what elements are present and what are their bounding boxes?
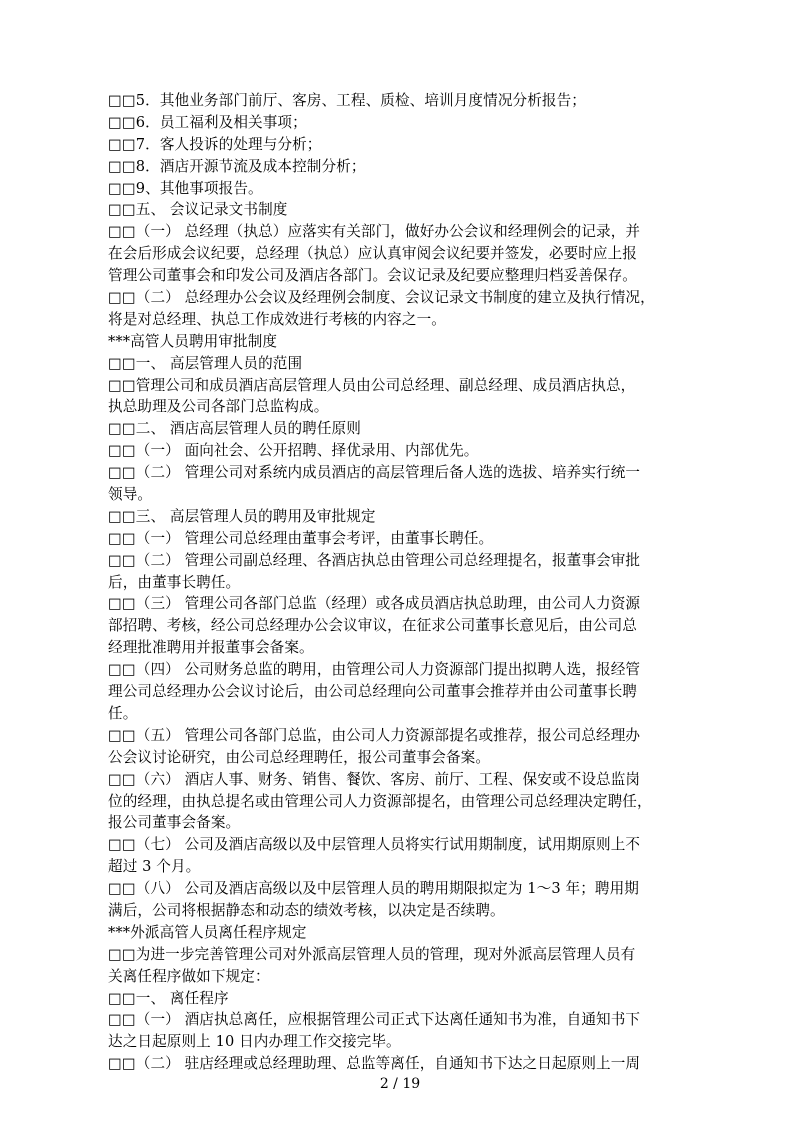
text-line: □□9、其他事项报告。 bbox=[108, 179, 263, 197]
document-body bbox=[108, 90, 698, 1075]
text-line: □□为进一步完善管理公司对外派高层管理人员的管理，现对外派高层管理人员有 bbox=[108, 945, 636, 963]
text-line: 理公司总经理办公会议讨论后，由公司总经理向公司董事会推荐并由公司董事长聘 bbox=[108, 683, 637, 701]
text-line: □□二、 酒店高层管理人员的聘任原则 bbox=[108, 420, 361, 438]
text-line: 超过 3 个月。 bbox=[108, 858, 201, 876]
text-line: □□（四） 公司财务总监的聘用，由管理公司人力资源部门提出拟聘人选，报经管 bbox=[108, 661, 641, 679]
text-line: 执总助理及公司各部门总监构成。 bbox=[108, 398, 329, 416]
text-line: □□一、 高层管理人员的范围 bbox=[108, 354, 303, 372]
text-line: □□（一） 管理公司总经理由董事会考评，由董事长聘任。 bbox=[108, 529, 494, 547]
text-line: □□（三） 管理公司各部门总监（经理）或各成员酒店执总助理，由公司人力资源 bbox=[108, 595, 641, 613]
text-line: □□五、 会议记录文书制度 bbox=[108, 201, 288, 219]
text-line: □□6．员工福利及相关事项； bbox=[108, 113, 307, 131]
text-line: 经理批准聘用并报董事会备案。 bbox=[108, 639, 314, 657]
text-line: 任。 bbox=[108, 704, 138, 722]
text-line: □□（六） 酒店人事、财务、销售、餐饮、客房、前厅、工程、保安或不设总监岗 bbox=[108, 770, 641, 788]
text-line: □□（八） 公司及酒店高级以及中层管理人员的聘用期限拟定为 1～3 年；聘用期 bbox=[108, 880, 639, 898]
text-line: 领导。 bbox=[108, 486, 153, 504]
text-line: □□一、 离任程序 bbox=[108, 989, 229, 1007]
text-line: □□（二） 管理公司对系统内成员酒店的高层管理后备人选的选拔、培养实行统一 bbox=[108, 464, 641, 482]
text-line: □□（五） 管理公司各部门总监，由公司人力资源部提名或推荐，报公司总经理办 bbox=[108, 726, 641, 744]
text-line: □□（七） 公司及酒店高级以及中层管理人员将实行试用期制度，试用期原则上不 bbox=[108, 836, 641, 854]
text-line: □□三、 高层管理人员的聘用及审批规定 bbox=[108, 507, 376, 525]
text-line: 关离任程序做如下规定： bbox=[108, 967, 270, 985]
text-line: ***高管人员聘用审批制度 bbox=[108, 332, 278, 350]
text-line: ***外派高管人员离任程序规定 bbox=[108, 923, 307, 941]
text-line: □□8．酒店开源节流及成本控制分析； bbox=[108, 157, 366, 175]
text-line: □□（二） 驻店经理或总经理助理、总监等离任，自通知书下达之日起原则上一周 bbox=[108, 1055, 641, 1073]
text-line: 报公司董事会备案。 bbox=[108, 814, 241, 832]
text-line: □□管理公司和成员酒店高层管理人员由公司总经理、副总经理、成员酒店执总， bbox=[108, 376, 636, 394]
text-line: □□（一） 酒店执总离任，应根据管理公司正式下达离任通知书为准，自通知书下 bbox=[108, 1011, 641, 1029]
text-line: □□5．其他业务部门前厅、客房、工程、质检、培训月度情况分析报告； bbox=[108, 92, 586, 109]
text-line: 后，由董事长聘任。 bbox=[108, 573, 241, 591]
text-line: 满后，公司将根据静态和动态的绩效考核，以决定是否续聘。 bbox=[108, 901, 505, 919]
text-line: 在会后形成会议纪要，总经理（执总）应认真审阅会议纪要并签发，必要时应上报 bbox=[108, 245, 637, 263]
text-line: □□（二） 总经理办公会议及经理例会制度、会议记录文书制度的建立及执行情况， bbox=[108, 289, 655, 307]
text-line: 管理公司董事会和印发公司及酒店各部门。会议记录及纪要应整理归档妥善保存。 bbox=[108, 267, 637, 285]
text-line: □□（一） 面向社会、公开招聘、择优录用、内部优先。 bbox=[108, 442, 479, 460]
text-line: 达之日起原则上 10 日内办理工作交接完毕。 bbox=[108, 1033, 401, 1051]
text-line: 位的经理，由执总提名或由管理公司人力资源部提名，由管理公司总经理决定聘任， bbox=[108, 792, 652, 810]
text-line: □□（一） 总经理（执总）应落实有关部门，做好办公会议和经理例会的记录，并 bbox=[108, 223, 641, 241]
text-line: □□（二） 管理公司副总经理、各酒店执总由管理公司总经理提名，报董事会审批 bbox=[108, 551, 641, 569]
text-line: □□7．客人投诉的处理与分析； bbox=[108, 135, 322, 153]
page-number: 2 / 19 bbox=[379, 1076, 421, 1092]
text-line: 将是对总经理、执总工作成效进行考核的内容之一。 bbox=[108, 310, 446, 328]
text-line: 公会议讨论研究，由公司总经理聘任，报公司董事会备案。 bbox=[108, 748, 491, 766]
text-line: 部招聘、考核，经公司总经理办公会议审议，在征求公司董事长意见后，由公司总 bbox=[108, 617, 637, 635]
